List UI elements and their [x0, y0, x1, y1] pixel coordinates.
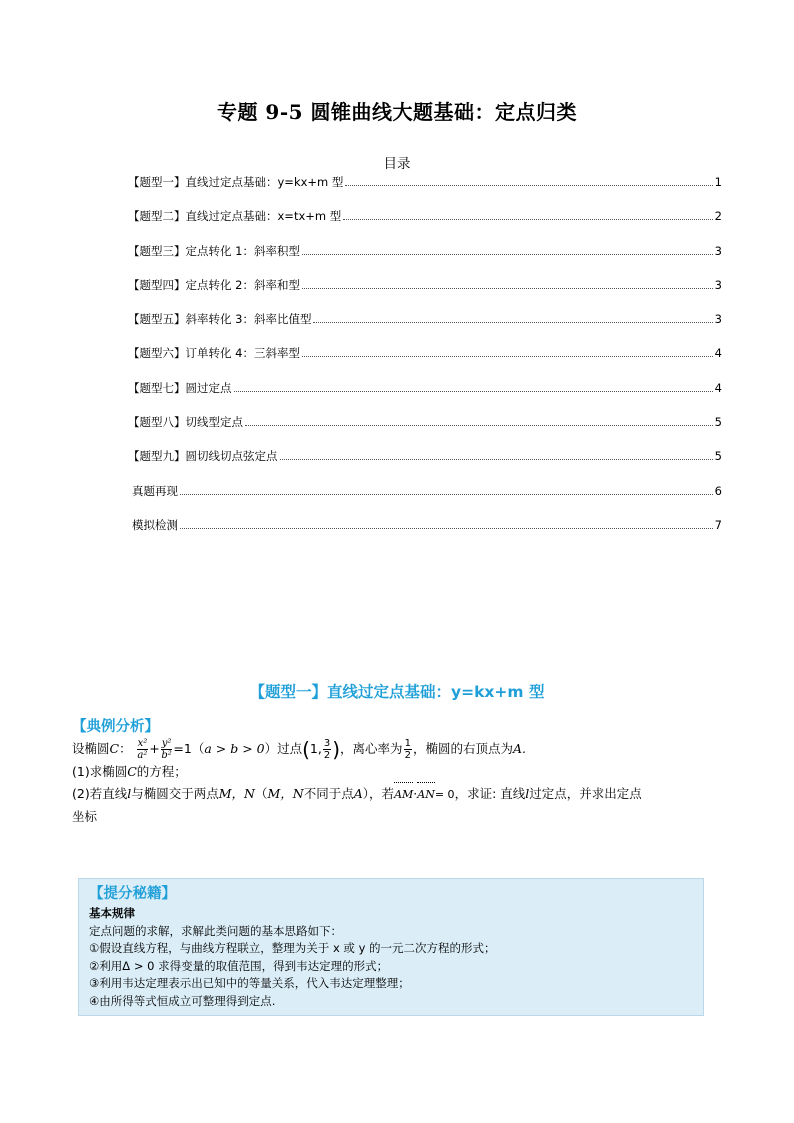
tip-line: ④由所得等式恒成立可整理得到定点. [89, 993, 276, 1008]
vector-am: AM [394, 784, 413, 806]
toc-leader-dots [345, 184, 712, 186]
toc-entry[interactable] [128, 275, 722, 309]
problem-text: 与椭圆交于两点 [131, 786, 219, 801]
toc-heading: 目录 [383, 156, 411, 172]
toc-entry[interactable] [128, 343, 722, 377]
fraction-numerator: x² [137, 738, 148, 749]
toc-entry-page: 3 [714, 277, 722, 292]
problem-text: 不同于点 [303, 786, 354, 801]
toc-entry-page: 5 [714, 415, 722, 430]
condition: a > b > 0 [204, 741, 265, 756]
problem-statement [72, 738, 732, 761]
toc-entry[interactable] [128, 378, 722, 412]
toc-leader-dots [280, 458, 713, 460]
toc-leader-dots [302, 355, 713, 357]
left-paren-icon: ( [302, 737, 310, 762]
line-name: l [127, 786, 132, 801]
problem-text: 设椭圆 [72, 741, 110, 756]
problem-text: （ [254, 786, 268, 801]
plus-sign: + [149, 741, 160, 756]
toc-entry[interactable] [128, 309, 722, 343]
toc-entry-label: 【题型九】圆切线切点弦定点 [128, 449, 278, 464]
toc-entry-page: 7 [714, 517, 722, 532]
question-1 [72, 761, 732, 783]
problem-text: ，椭圆的右顶点为 [412, 741, 513, 756]
problem-text: ： [119, 741, 132, 756]
problem-text: 坐标 [72, 809, 98, 824]
point-x: 1, [309, 741, 322, 756]
toc-entry[interactable] [128, 412, 722, 446]
toc-entry-label: 【题型六】订单转化 4：三斜率型 [128, 346, 300, 361]
toc-entry[interactable] [128, 172, 722, 206]
fraction-numerator: 3 [323, 738, 331, 749]
example-problem [72, 738, 732, 828]
fraction-denominator: a² [137, 750, 148, 761]
table-of-contents [128, 172, 722, 549]
example-tag: 【典例分析】 [72, 719, 159, 735]
toc-entry-label: 【题型二】直线过定点基础：x=tx+m 型 [128, 209, 342, 224]
toc-leader-dots [343, 218, 712, 220]
toc-entry-label: 【题型一】直线过定点基础：y=kx+m 型 [128, 175, 344, 189]
toc-entry[interactable] [128, 481, 722, 515]
tip-tag: 【提分秘籍】 [89, 886, 176, 902]
problem-text: ）过点 [264, 741, 303, 756]
toc-entry[interactable] [128, 206, 722, 240]
question-2 [72, 783, 732, 828]
vector-an: AN [417, 784, 435, 806]
toc-entry-label: 【题型八】切线型定点 [128, 415, 243, 430]
point-name: A [353, 786, 363, 801]
tip-line: ①假设直线方程，与曲线方程联立，整理为关于 x 或 y 的一元二次方程的形式； [89, 941, 496, 955]
tip-line: ③利用韦达定理表示出已知中的等量关系，代入韦达定理整理； [89, 976, 410, 990]
fraction-denominator: 2 [323, 750, 331, 761]
toc-entry-page: 4 [714, 380, 722, 395]
tip-line: 定点问题的求解，求解此类问题的基本思路如下： [89, 923, 342, 938]
toc-entry-page: 4 [714, 346, 722, 361]
section-title: 【题型一】直线过定点基础：y=kx+m 型 [249, 683, 545, 701]
vertex-name: A. [512, 741, 526, 756]
toc-entry-page: 5 [714, 449, 722, 464]
toc-entry-label: 【题型三】定点转化 1：斜率积型 [128, 243, 300, 258]
curve-name: C [109, 741, 120, 756]
toc-leader-dots [180, 527, 713, 529]
tip-box [78, 878, 704, 1016]
problem-text: =1（ [173, 741, 205, 756]
toc-leader-dots [313, 321, 712, 323]
problem-text: ），若 [362, 786, 395, 801]
problem-text: 过定点，并求出定点 [529, 786, 642, 801]
equals-zero: = 0 [434, 788, 455, 801]
toc-entry-page: 1 [714, 175, 722, 189]
toc-entry-label: 【题型四】定点转化 2：斜率和型 [128, 277, 300, 292]
fraction-numerator: 1 [404, 738, 411, 749]
fraction-denominator: 2 [404, 750, 411, 761]
x-squared-fraction [137, 738, 149, 761]
toc-entry-label: 真题再现 [132, 483, 178, 498]
problem-text: (2)若直线 [72, 786, 128, 801]
problem-text: (1)求椭圆 [72, 764, 128, 779]
toc-leader-dots [302, 287, 713, 289]
line-name: l [525, 786, 530, 801]
curve-name: C [127, 764, 137, 779]
point-y-fraction [323, 738, 331, 761]
toc-entry[interactable] [128, 446, 722, 480]
tip-line: ②利用Δ > 0 求得变量的取值范围，得到韦达定理的形式； [89, 958, 389, 973]
toc-entry-page: 2 [714, 209, 722, 224]
eccentricity-fraction [404, 738, 412, 761]
toc-entry[interactable] [128, 241, 722, 275]
point-names: M，N [267, 786, 304, 801]
toc-entry-label: 【题型五】斜率转化 3：斜率比值型 [128, 312, 312, 327]
toc-entry-page: 3 [714, 243, 722, 258]
toc-entry-label: 【题型七】圆过定点 [128, 380, 232, 395]
toc-leader-dots [302, 253, 713, 255]
toc-entry-page: 3 [714, 312, 722, 327]
toc-entry-page: 6 [714, 483, 722, 498]
right-paren-icon: ) [332, 737, 341, 762]
toc-leader-dots [180, 493, 713, 495]
y-squared-fraction [161, 738, 173, 761]
problem-text: 的方程； [136, 764, 187, 779]
toc-entry[interactable] [128, 515, 722, 549]
problem-text: ，求证: 直线 [454, 786, 526, 801]
point-names: M，N [218, 786, 255, 801]
toc-leader-dots [245, 424, 713, 426]
toc-leader-dots [234, 390, 713, 392]
rule-heading: 基本规律 [89, 906, 135, 920]
fraction-numerator: y² [161, 738, 172, 749]
dot-product-icon: · [413, 786, 418, 801]
document-title: 专题 9-5 圆锥曲线大题基础：定点归类 [216, 100, 578, 124]
toc-entry-label: 模拟检测 [132, 517, 178, 532]
fraction-denominator: b² [161, 750, 172, 761]
problem-text: ，离心率为 [340, 741, 403, 756]
